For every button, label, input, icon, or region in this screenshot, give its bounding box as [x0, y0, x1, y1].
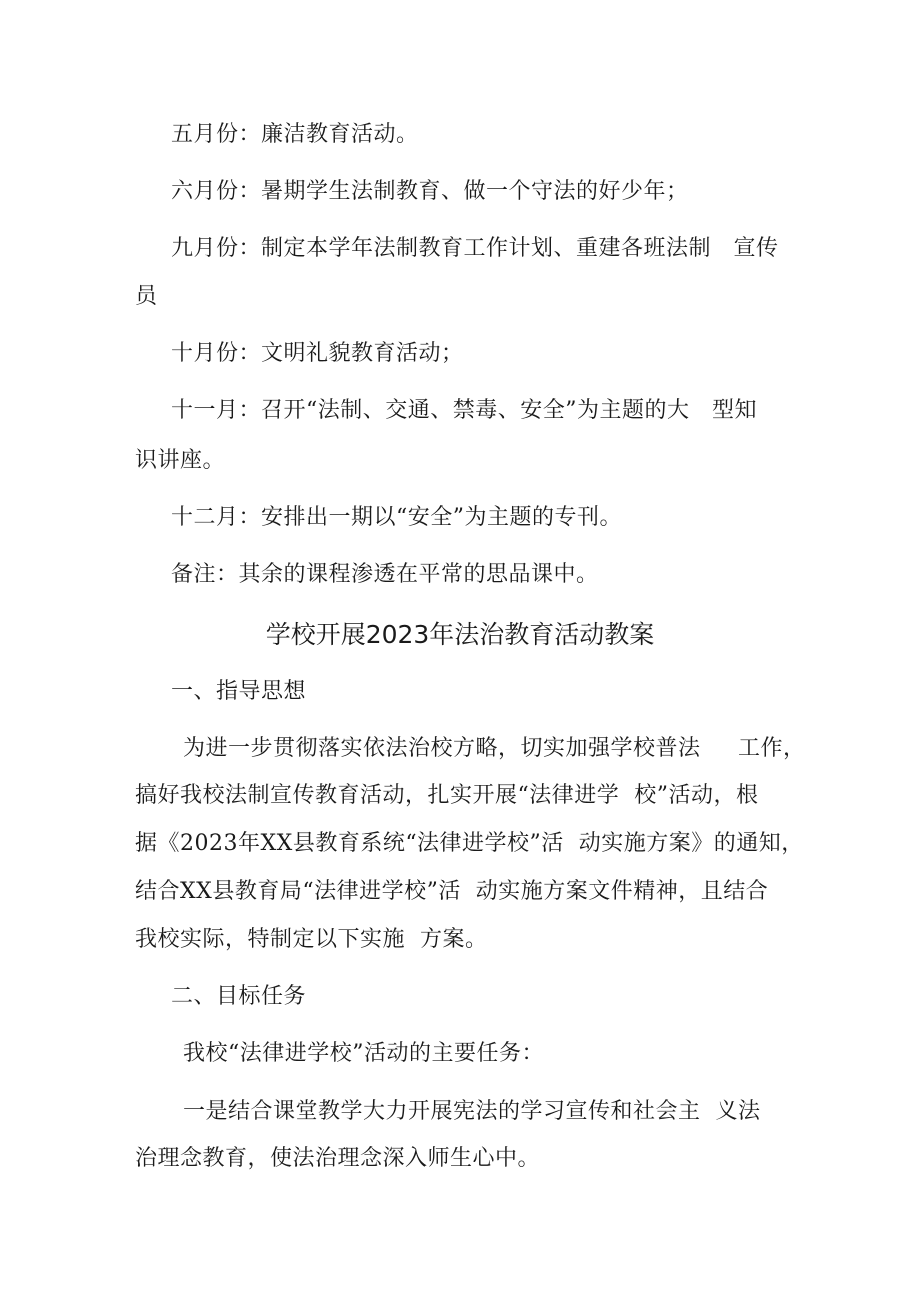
schedule-nov-line2: 识讲座。	[135, 448, 226, 473]
schedule-oct: 十月份：文明礼貌教育活动；	[171, 341, 464, 366]
section1-paragraph-line4: 结合XX县教育局“法律进学校”活 动实施方案文件精神，且结合	[135, 879, 769, 904]
section1-paragraph-line2: 搞好我校法制宣传教育活动，扎实开展“法律进学 校”活动，根	[135, 783, 759, 808]
section1-heading: 一、指导思想	[171, 679, 307, 704]
schedule-sept-line2: 员	[135, 284, 158, 309]
schedule-note: 备注：其余的课程渗透在平常的思品课中。	[171, 562, 599, 587]
section2-item1-line1: 一是结合课堂教学大力开展宪法的学习宣传和社会主 义法	[183, 1099, 761, 1124]
section1-paragraph-line5: 我校实际，特制定以下实施 方案。	[135, 927, 488, 952]
schedule-nov-line1: 十一月：召开“法制、交通、禁毒、安全”为主题的大 型知	[171, 398, 757, 423]
schedule-may: 五月份：廉洁教育活动。	[171, 122, 419, 147]
section2-intro: 我校“法律进学校”活动的主要任务：	[183, 1041, 544, 1066]
section2-item1-line2: 治理念教育，使法治理念深入师生心中。	[135, 1146, 541, 1171]
schedule-june: 六月份：暑期学生法制教育、做一个守法的好少年；	[171, 179, 689, 204]
section1-paragraph-line1: 为进一步贯彻落实依法治校方略，切实加强学校普法 工作，	[183, 736, 806, 761]
schedule-sept-line1: 九月份：制定本学年法制教育工作计划、重建各班法制 宣传	[171, 236, 779, 261]
section1-paragraph-line3: 据《2023年XX县教育系统“法律进学校”活 动实施方案》的通知，	[135, 831, 804, 856]
document-title: 学校开展2023年法治教育活动教案	[265, 620, 655, 649]
schedule-dec: 十二月：安排出一期以“安全”为主题的专刊。	[171, 505, 622, 530]
section2-heading: 二、目标任务	[171, 984, 307, 1009]
